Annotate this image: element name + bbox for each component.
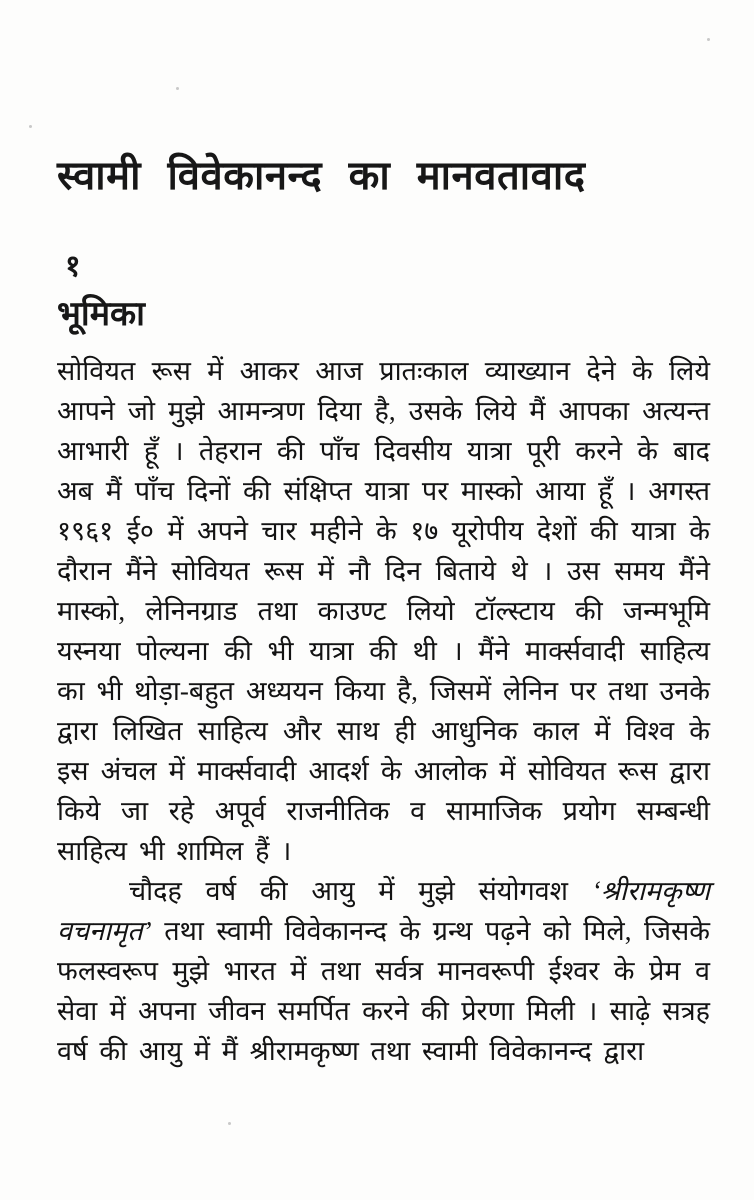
scan-speck: [228, 1122, 231, 1125]
paragraph-2-lead: चौदह वर्ष की आयु में मुझे संयोगवश: [129, 876, 592, 907]
scan-speck: [707, 38, 710, 41]
paragraph-1: सोवियत रूस में आकर आज प्रातःकाल व्याख्यान देने के लिये आपने जो मुझे आमन्त्रण दिया है, उसके लिये मैं आपका अत्यन्त आभारी हूँ । तेहरान की पाँच दिवसीय यात्रा पूरी करने के बाद अब मैं पाँच दिनों की संक्षिप्त यात्रा पर मास्को आया हूँ । अगस्त १९६१ ई० में अपने चार महीने के १७ यूरोपीय देशों की यात्रा के दौरान मैंने सोवियत रूस में नौ दिन बिताये थे । उस समय मैंने मास्को, लेनिनग्राड तथा काउण्ट लियो टॉल्स्टाय की जन्मभूमि यस्नया पोल्यना की भी यात्रा की थी । मैंने मार्क्सवादी साहित्य का भी थोड़ा-बहुत अध्ययन किया है, जिसमें लेनिन पर तथा उनके द्वारा लिखित साहित्य और साथ ही आधुनिक काल में विश्व के इस अंचल में मार्क्सवादी आदर्श के आलोक में सोवियत रूस द्वारा किये जा रहे अपूर्व राजनीतिक व सामाजिक प्रयोग सम्बन्धी साहित्य भी शामिल हैं ।: [57, 356, 710, 867]
body-text: [57, 351, 710, 1071]
page-title: स्वामी विवेकानन्द का मानवतावाद: [57, 153, 586, 198]
book-title-italic: ‘श्रीरामकृष्ण वचनामृत’: [57, 876, 710, 947]
chapter-number: १: [65, 250, 81, 283]
scan-speck: [176, 87, 179, 90]
paragraph-2: [57, 871, 710, 1071]
paragraph-2-continuation: तथा स्वामी विवेकानन्द के ग्रन्थ पढ़ने को मिले, जिसके फलस्वरूप मुझे भारत में तथा सर्वत्र मानवरूपी ईश्वर के प्रेम व सेवा में अपना जीवन समर्पित करने की प्रेरणा मिली । साढ़े सत्रह वर्ष की आयु में मैं श्रीरामकृष्ण तथा स्वामी विवेकानन्द द्वारा: [57, 916, 710, 1067]
scan-speck: [29, 125, 32, 128]
section-heading: भूमिका: [57, 296, 145, 333]
